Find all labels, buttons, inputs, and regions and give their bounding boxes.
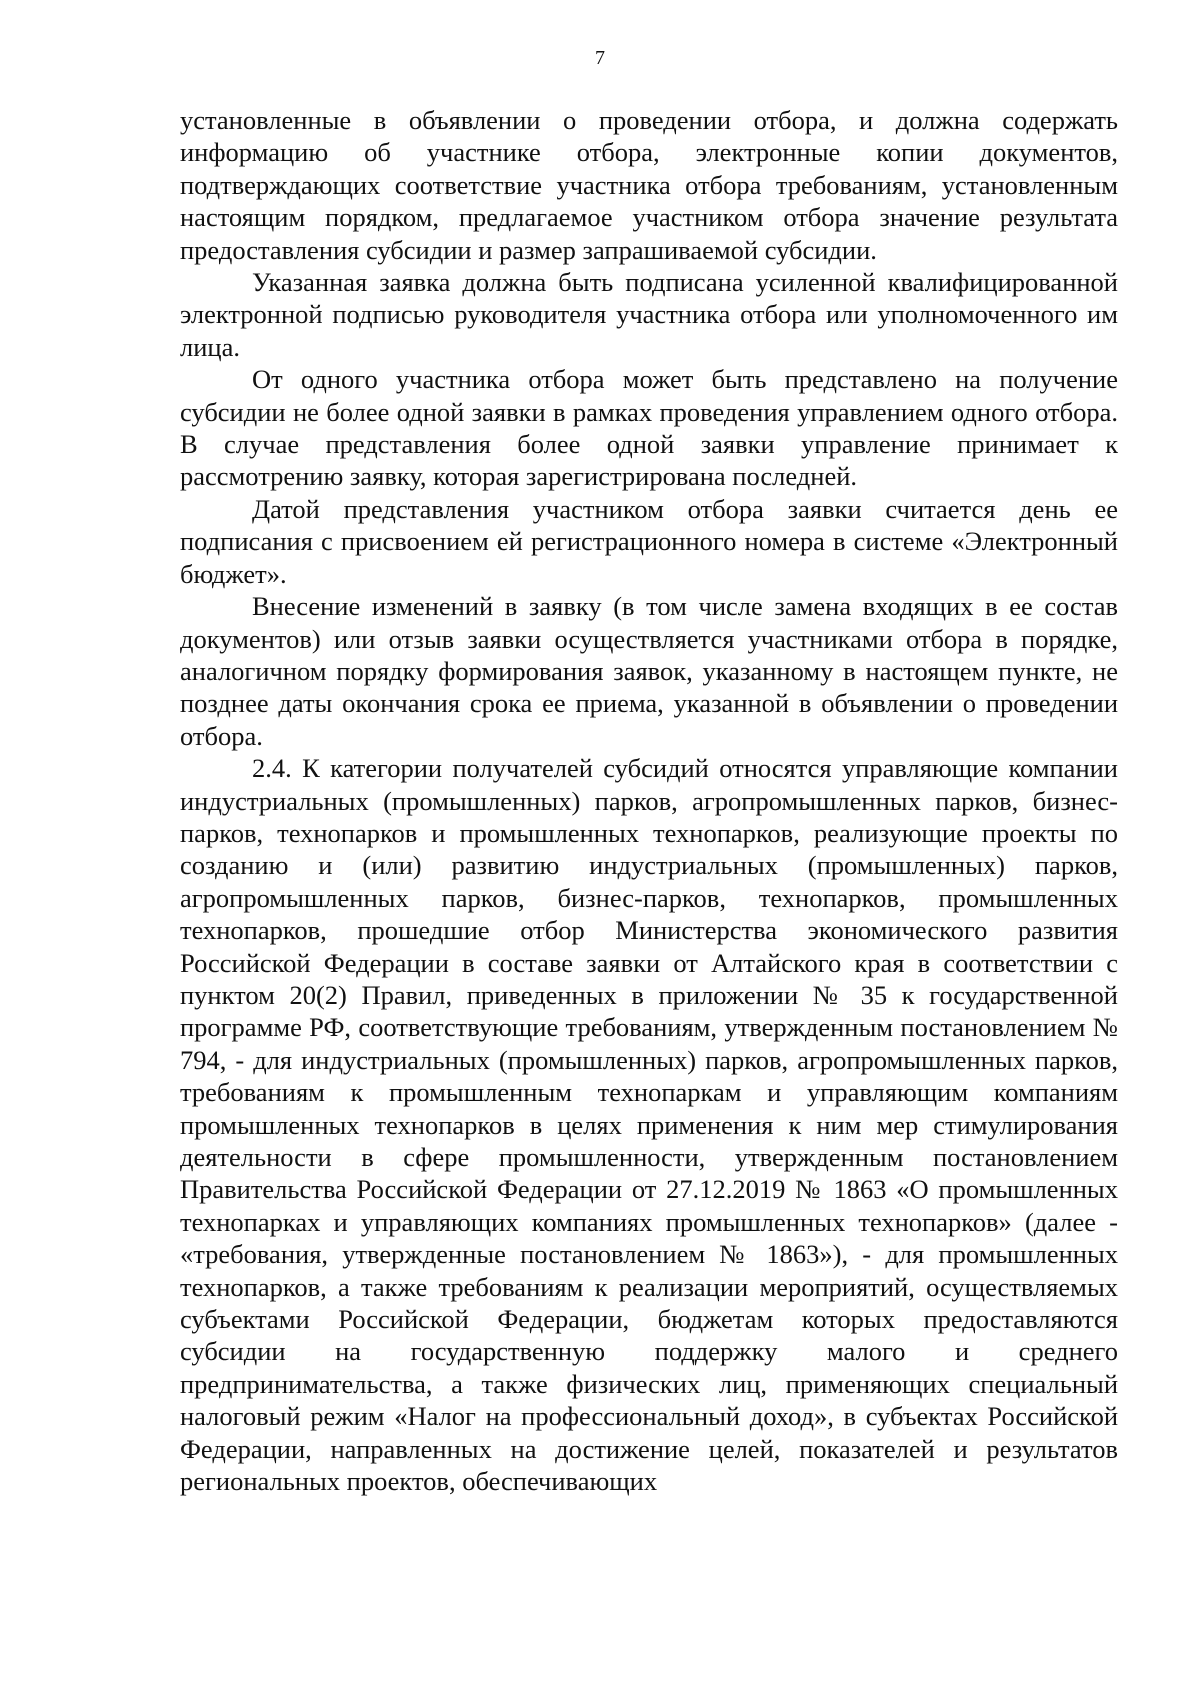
paragraph-single-application: От одного участника отбора может быть представлено на получение субсидии не более одной заявки в рамках проведения управлением одного отбора. В случае представления более одной заявки управление принимает к рассмотрению заявку, которая зарегистрирована последней.	[180, 364, 1118, 492]
paragraph-recipient-category: 2.4. К категории получателей субсидий относятся управляющие компании индустриальных (промышленных) парков, агропромышленных парков, бизнес-парков, технопарков и промышленных технопарков, реализующие проекты по созданию и (или) развитию индустриальных (промышленных) парков, агропромышленных парков, бизнес-парков, технопарков, промышленных технопарков, прошедшие отбор Министерства экономического развития Российской Федерации в составе заявки от Алтайского края в соответствии с пунктом 20(2) Правил, приведенных в приложении № 35 к государственной программе РФ, соответствующие требованиям, утвержденным постановлением № 794, - для индустриальных (промышленных) парков, агропромышленных парков, требованиям к промышленным технопаркам и управляющим компаниям промышленных технопарков в целях применения к ним мер стимулирования деятельности в сфере промышленности, утвержденным постановлением Правительства Российской Федерации от 27.12.2019 № 1863 «О промышленных технопарках и управляющих компаниях промышленных технопарков» (далее - «требования, утвержденные постановлением № 1863»), - для промышленных технопарков, а также требованиям к реализации мероприятий, осуществляемых субъектами Российской Федерации, бюджетам которых предоставляются субсидии на государственную поддержку малого и среднего предпринимательства, а также физических лиц, применяющих специальный налоговый режим «Налог на профессиональный доход», в субъектах Российской Федерации, направленных на достижение целей, показателей и результатов региональных проектов, обеспечивающих	[180, 753, 1118, 1497]
page-number: 7	[595, 47, 605, 69]
document-body	[180, 104, 1118, 1497]
paragraph-application-changes: Внесение изменений в заявку (в том числе замена входящих в ее состав документов) или отзыв заявки осуществляется участниками отбора в порядке, аналогичном порядку формирования заявок, указанному в настоящем пункте, не позднее даты окончания срока ее приема, указанной в объявлении о проведении отбора.	[180, 591, 1118, 751]
paragraph-signature-requirement: Указанная заявка должна быть подписана усиленной квалифицированной электронной подписью руководителя участника отбора или уполномоченного им лица.	[180, 267, 1118, 362]
paragraph-application-content: установленные в объявлении о проведении отбора, и должна содержать информацию об участнике отбора, электронные копии документов, подтверждающих соответствие участника отбора требованиям, установленным настоящим порядком, предлагаемое участником отбора значение результата предоставления субсидии и размер запрашиваемой субсидии.	[180, 105, 1118, 265]
paragraph-submission-date: Датой представления участником отбора заявки считается день ее подписания с присвоением ей регистрационного номера в системе «Электронный бюджет».	[180, 493, 1118, 589]
